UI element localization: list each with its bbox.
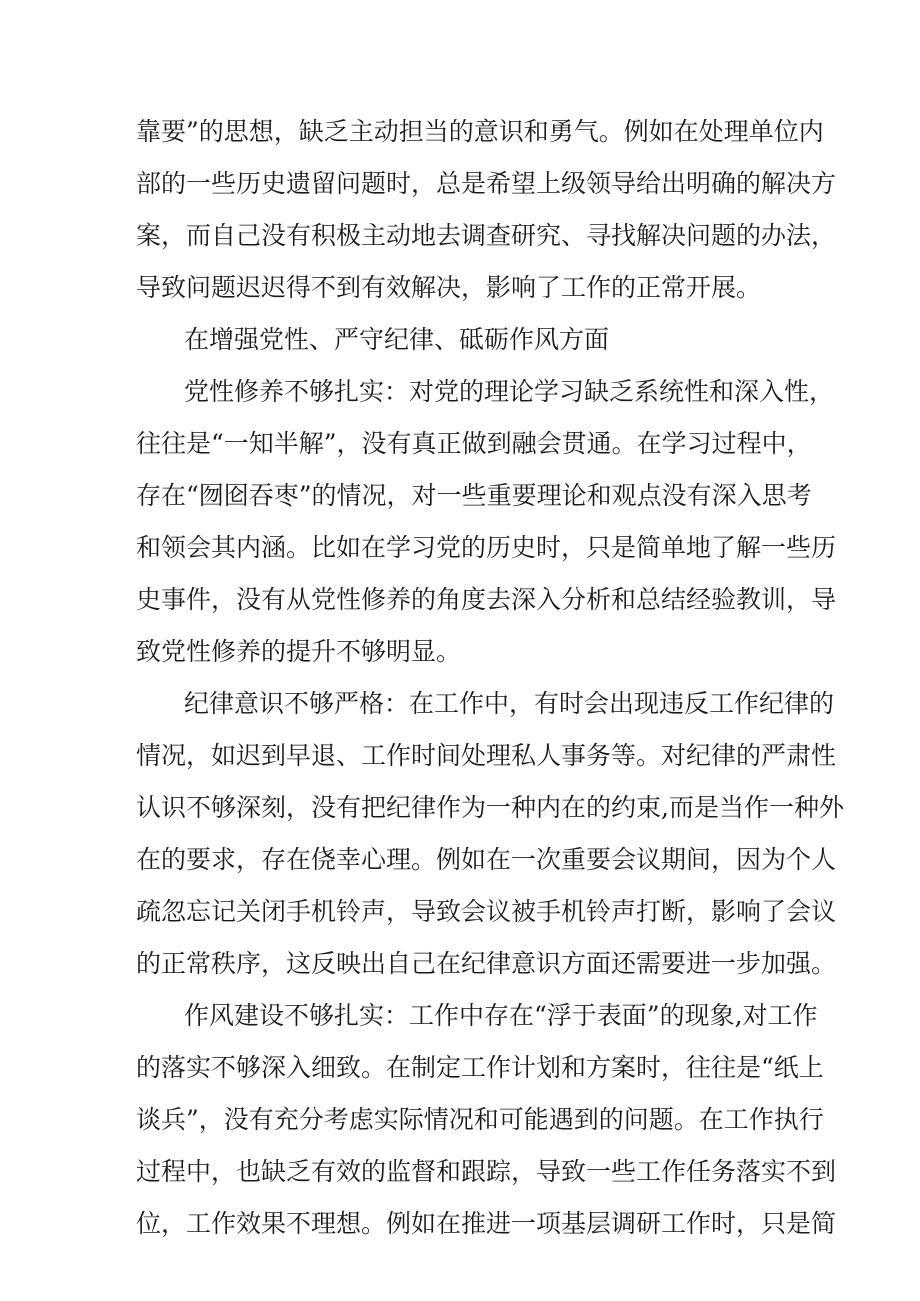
text-line: 致党性修养的提升不够明显。 bbox=[136, 637, 462, 666]
text-line: 往往是“一知半解”，没有真正做到融会贯通。在学习过程中， bbox=[136, 429, 812, 458]
text-line: 过程中，也缺乏有效的监督和跟踪，导致一些工作任务落实不到 bbox=[136, 1157, 837, 1186]
text-line: 导致问题迟迟得不到有效解决，影响了工作的正常开展。 bbox=[136, 273, 762, 302]
text-line: 情况，如迟到早退、工作时间处理私人事务等。对纪律的严肃性 bbox=[136, 741, 837, 770]
text-line: 和领会其内涵。比如在学习党的历史时，只是简单地了解一些历 bbox=[136, 533, 837, 562]
text-line: 纪律意识不够严格：在工作中，有时会出现违反工作纪律的 bbox=[184, 689, 835, 718]
text-line: 党性修养不够扎实：对党的理论学习缺乏系统性和深入性， bbox=[184, 377, 835, 406]
text-line: 认识不够深刻，没有把纪律作为一种内在的约束,而是当作一种外 bbox=[136, 793, 844, 822]
text-line: 在的要求，存在侥幸心理。例如在一次重要会议期间，因为个人 bbox=[136, 845, 837, 874]
text-line: 的落实不够深入细致。在制定工作计划和方案时，往往是“纸上 bbox=[136, 1053, 824, 1082]
text-line: 疏忽忘记关闭手机铃声，导致会议被手机铃声打断，影响了会议 bbox=[136, 897, 837, 926]
text-line: 的正常秩序，这反映出自己在纪律意识方面还需要进一步加强。 bbox=[136, 949, 837, 978]
text-line: 作风建设不够扎实：工作中存在“浮于表面”的现象,对工作 bbox=[184, 1001, 818, 1030]
text-line: 案，而自己没有积极主动地去调查研究、寻找解决问题的办法， bbox=[136, 221, 837, 250]
document-body bbox=[136, 106, 844, 1250]
text-line: 靠要”的思想，缺乏主动担当的意识和勇气。例如在处理单位内 bbox=[136, 117, 824, 146]
text-line: 谈兵”，没有充分考虑实际情况和可能遇到的问题。在工作执行 bbox=[136, 1105, 824, 1134]
text-line: 位，工作效果不理想。例如在推进一项基层调研工作时，只是简 bbox=[136, 1209, 837, 1238]
text-line: 史事件，没有从党性修养的角度去深入分析和总结经验教训，导 bbox=[136, 585, 837, 614]
text-line: 在增强党性、严守纪律、砥砺作风方面 bbox=[184, 325, 610, 354]
text-line: 存在“囫囵吞枣”的情况，对一些重要理论和观点没有深入思考 bbox=[136, 481, 812, 510]
text-line: 部的一些历史遗留问题时，总是希望上级领导给出明确的解决方 bbox=[136, 169, 837, 198]
